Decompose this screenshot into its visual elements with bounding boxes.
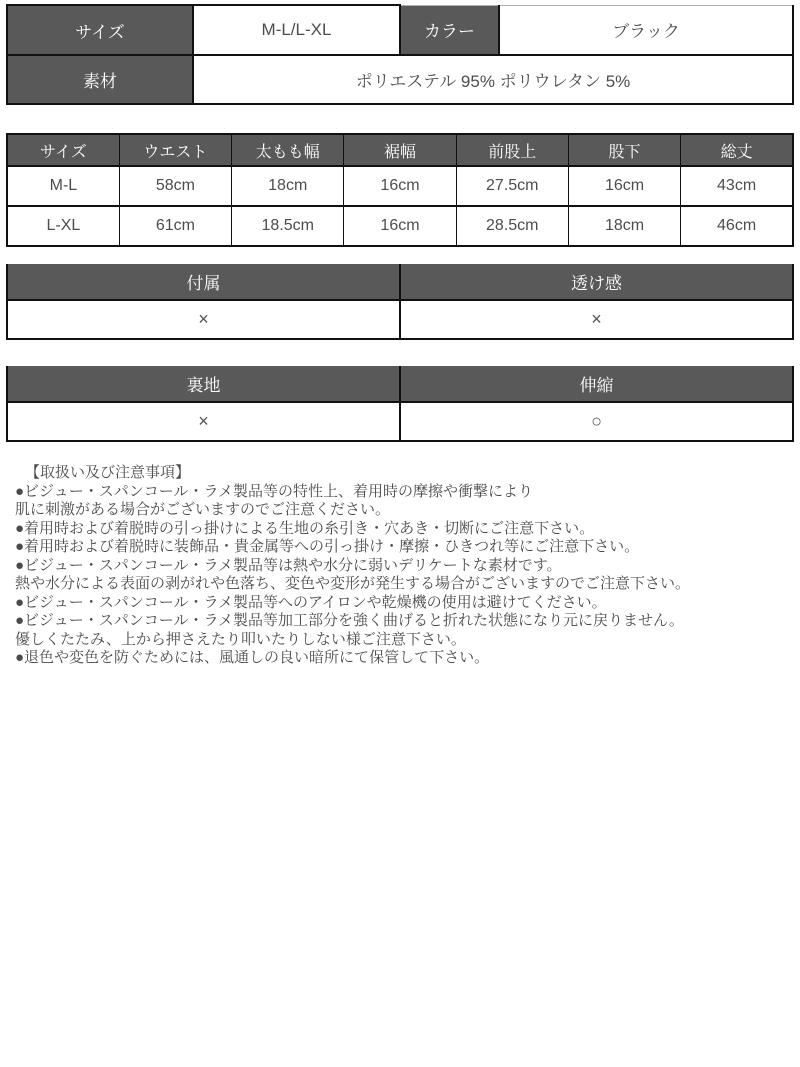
care-note-line: ●ビジュー・スパンコール・ラメ製品等へのアイロンや乾燥機の使用は避けてください。 <box>15 593 607 611</box>
hem-cell: 16cm <box>344 166 456 206</box>
lining-stretch-table <box>6 366 794 442</box>
spec-table <box>6 4 794 105</box>
sheerness-value-cell: × <box>400 300 793 339</box>
size-chart-header-waist: ウエスト <box>119 134 231 166</box>
care-notes <box>6 464 794 668</box>
color-label-cell: カラー <box>400 5 499 55</box>
size-value-cell: M-L/L-XL <box>193 5 400 55</box>
care-note-line: 熱や水分による表面の剥がれや色落ち、変色や変形が発生する場合がございますのでご注意下さい。 <box>15 575 691 592</box>
stretch-label-cell: 伸縮 <box>400 366 793 402</box>
accessory-sheerness-value-row <box>7 300 793 339</box>
accessory-value-cell: × <box>7 300 400 339</box>
accessory-sheerness-table <box>6 264 794 340</box>
inseam-cell: 16cm <box>568 166 680 206</box>
size-chart-header-hem: 裾幅 <box>344 134 456 166</box>
spec-row-size-color <box>7 5 793 55</box>
size-cell: L-XL <box>7 206 119 246</box>
stretch-value-cell: ○ <box>400 402 793 441</box>
thigh-cell: 18cm <box>232 166 344 206</box>
thigh-cell: 18.5cm <box>232 206 344 246</box>
material-value-cell: ポリエステル 95% ポリウレタン 5% <box>193 55 793 104</box>
care-note-line: 肌に刺激がある場合がございますのでご注意ください。 <box>15 501 391 518</box>
care-note-line: ●退色や変色を防ぐためには、風通しの良い暗所にて保管して下さい。 <box>15 649 490 666</box>
total-length-cell: 43cm <box>681 166 793 206</box>
lining-stretch-value-row <box>7 402 793 441</box>
size-chart-header-thigh: 太もも幅 <box>232 134 344 166</box>
size-chart-row-ml <box>7 166 793 206</box>
front-rise-cell: 28.5cm <box>456 206 568 246</box>
material-label-cell: 素材 <box>7 55 193 104</box>
lining-label-cell: 裏地 <box>7 366 400 402</box>
size-chart-header-row <box>7 134 793 166</box>
waist-cell: 58cm <box>119 166 231 206</box>
lining-value-cell: × <box>7 402 400 441</box>
care-note-line: ●ビジュー・スパンコール・ラメ製品等の特性上、着用時の摩擦や衝撃により <box>15 482 534 500</box>
accessory-sheerness-header-row <box>7 264 793 300</box>
inseam-cell: 18cm <box>568 206 680 246</box>
size-label-cell: サイズ <box>7 5 193 55</box>
care-note-line: ●着用時および着脱時に装飾品・貴金属等への引っ掛け・摩擦・ひきつれ等にご注意下さい。 <box>15 538 640 555</box>
lining-stretch-header-row <box>7 366 793 402</box>
size-chart-header-front-rise: 前股上 <box>456 134 568 166</box>
size-chart-header-total-length: 総丈 <box>681 134 793 166</box>
sheerness-label-cell: 透け感 <box>400 264 793 300</box>
front-rise-cell: 27.5cm <box>456 166 568 206</box>
care-notes-title: 【取扱い及び注意事項】 <box>25 464 191 481</box>
size-chart-header-size: サイズ <box>7 134 119 166</box>
total-length-cell: 46cm <box>681 206 793 246</box>
size-chart-row-lxl <box>7 206 793 246</box>
size-chart-table <box>6 133 794 247</box>
size-cell: M-L <box>7 166 119 206</box>
hem-cell: 16cm <box>344 206 456 246</box>
accessory-label-cell: 付属 <box>7 264 400 300</box>
care-note-line: 優しくたたみ、上から押さえたり叩いたりしない様ご注意下さい。 <box>15 630 466 648</box>
color-value-cell: ブラック <box>499 5 793 55</box>
care-note-line: ●ビジュー・スパンコール・ラメ製品等加工部分を強く曲げると折れた状態になり元に戻りません。 <box>15 612 684 629</box>
waist-cell: 61cm <box>119 206 231 246</box>
size-chart-header-inseam: 股下 <box>568 134 680 166</box>
spec-row-material <box>7 55 793 104</box>
care-note-line: ●着用時および着脱時の引っ掛けによる生地の糸引き・穴あき・切断にご注意下さい。 <box>15 519 595 537</box>
care-note-line: ●ビジュー・スパンコール・ラメ製品等は熱や水分に弱いデリケートな素材です。 <box>15 556 562 574</box>
